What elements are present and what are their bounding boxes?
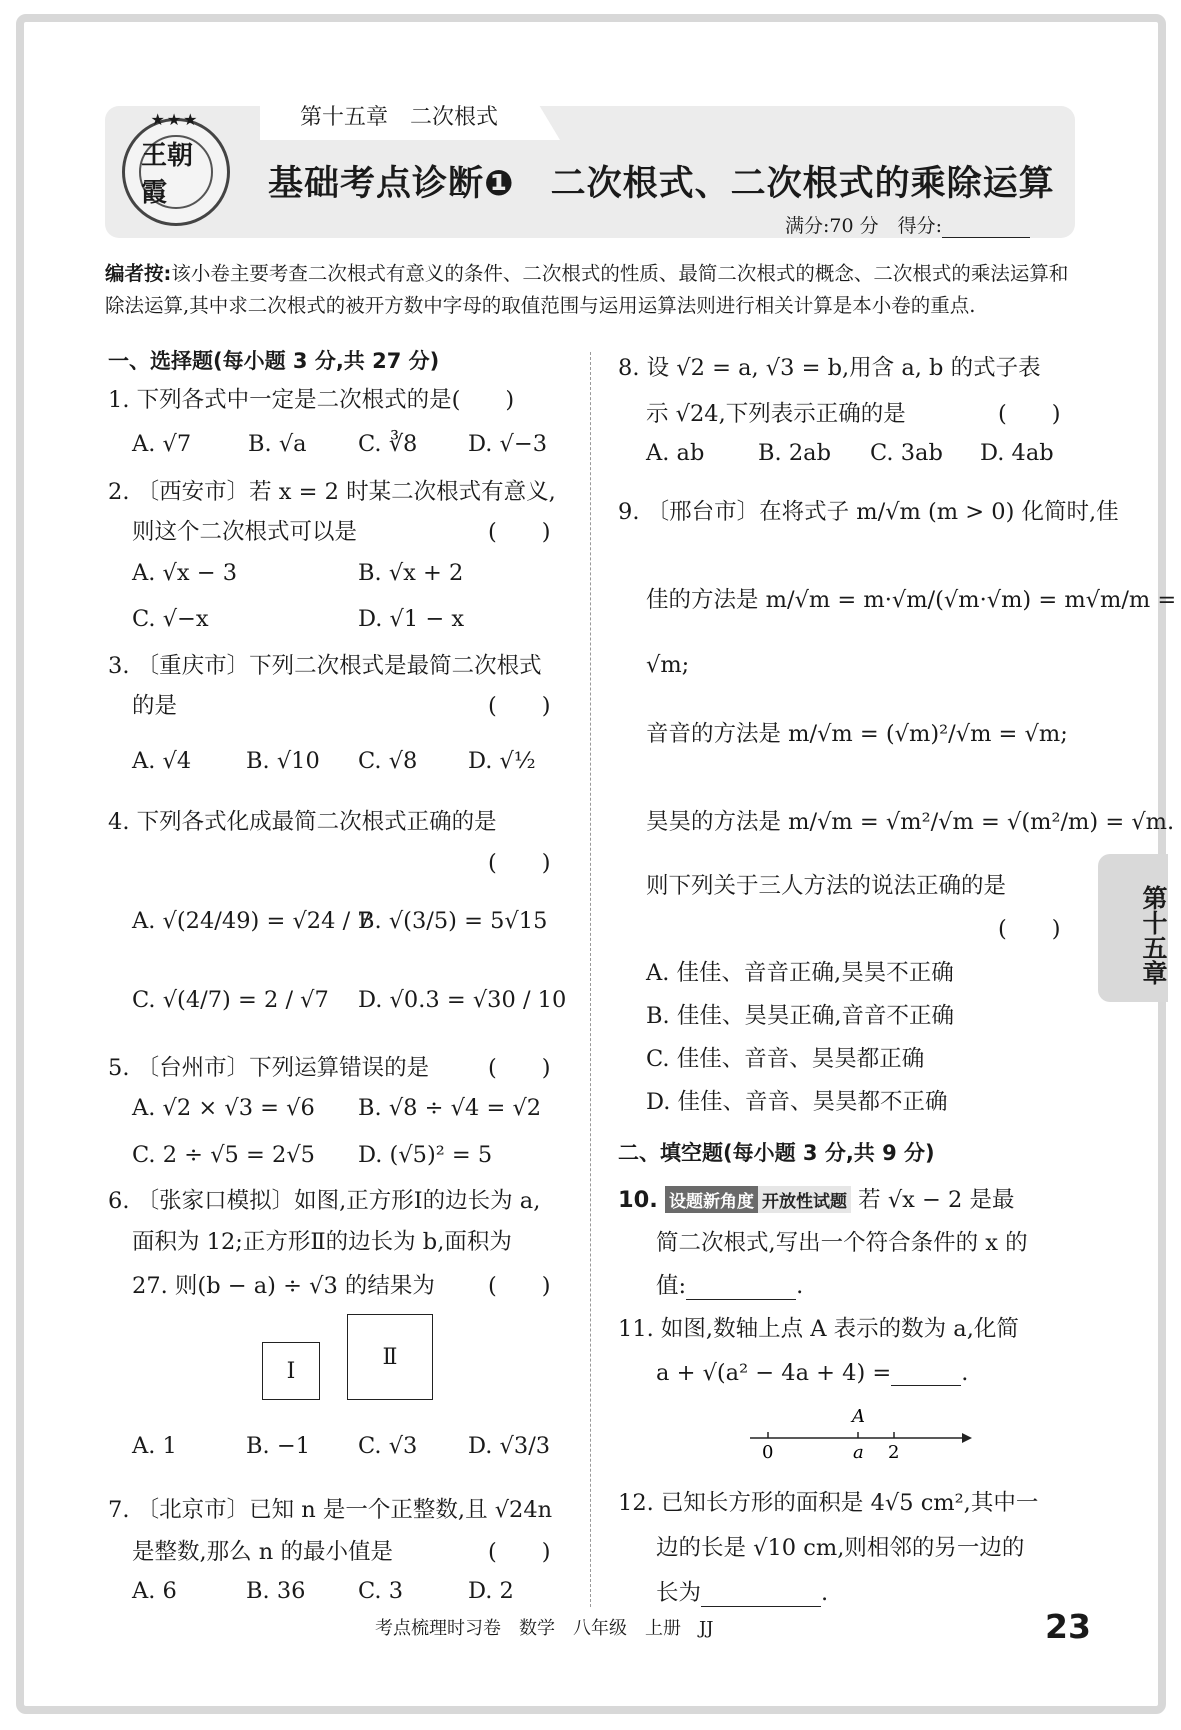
- q4-stem: 4. 下列各式化成最简二次根式正确的是: [108, 809, 497, 835]
- score-blank[interactable]: [942, 220, 1030, 238]
- q6-stem-2: 面积为 12;正方形Ⅱ的边长为 b,面积为: [132, 1229, 512, 1255]
- q10-answer-blank[interactable]: [686, 1280, 796, 1300]
- q7-option-a[interactable]: A. 6: [132, 1578, 177, 1604]
- q9-jia-method: 佳的方法是 m/√m = m·√m/(√m·√m) = m√m/m =: [646, 587, 1177, 613]
- q3-option-c[interactable]: C. √8: [358, 748, 418, 774]
- q7-option-c[interactable]: C. 3: [358, 1578, 404, 1604]
- q4-option-a[interactable]: A. √(24/49) = √24 / 7: [132, 908, 372, 934]
- q7-stem-1: 7. 〔北京市〕已知 n 是一个正整数,且 √24n: [108, 1497, 553, 1523]
- q9-jia-end: √m;: [646, 652, 690, 678]
- q9-option-c[interactable]: C. 佳佳、音音、昊昊都正确: [646, 1046, 925, 1072]
- q6-option-c[interactable]: C. √3: [358, 1433, 418, 1459]
- page-number: 23: [1045, 1607, 1091, 1646]
- q5-option-c[interactable]: C. 2 ÷ √5 = 2√5: [132, 1142, 315, 1168]
- q10-stem-1: 若 √x − 2 是最: [858, 1187, 1015, 1213]
- q12-answer-blank[interactable]: [701, 1587, 821, 1607]
- section-choice-heading: 一、选择题(每小题 3 分,共 27 分): [108, 349, 440, 373]
- q6-stem-1: 6. 〔张家口模拟〕如图,正方形Ⅰ的边长为 a,: [108, 1188, 541, 1214]
- q3-option-b[interactable]: B. √10: [246, 748, 320, 774]
- q7-option-d[interactable]: D. 2: [468, 1578, 514, 1604]
- q9-stem: 9. 〔邢台市〕在将式子 m/√m (m > 0) 化简时,佳: [618, 499, 1119, 525]
- q7-answer-paren[interactable]: ( ): [488, 1539, 551, 1565]
- q10-tag-open: 开放性试题: [758, 1186, 851, 1213]
- q10-line-1: [618, 1182, 1014, 1214]
- q8-option-d[interactable]: D. 4ab: [980, 440, 1054, 466]
- q3-stem-1: 3. 〔重庆市〕下列二次根式是最简二次根式: [108, 653, 542, 679]
- q5-option-b[interactable]: B. √8 ÷ √4 = √2: [358, 1095, 542, 1121]
- q6-option-d[interactable]: D. √3/3: [468, 1433, 551, 1459]
- score-line: [785, 211, 1030, 238]
- q6-answer-paren[interactable]: ( ): [488, 1273, 551, 1299]
- q4-option-c[interactable]: C. √(4/7) = 2 / √7: [132, 987, 329, 1013]
- q3-option-a[interactable]: A. √4: [132, 748, 192, 774]
- chapter-side-tab[interactable]: 第十五章: [1098, 854, 1168, 1002]
- q10-stem-3: 值:: [656, 1273, 687, 1299]
- q5-option-d[interactable]: D. (√5)² = 5: [358, 1142, 493, 1168]
- q11-stem-1: 11. 如图,数轴上点 A 表示的数为 a,化简: [618, 1316, 1019, 1342]
- q10-number: 10.: [618, 1187, 658, 1213]
- q5-answer-paren[interactable]: ( ): [488, 1055, 551, 1081]
- q8-answer-paren[interactable]: ( ): [998, 401, 1061, 427]
- footer-text: 考点梳理时习卷 数学 八年级 上册 JJ: [375, 1618, 714, 1639]
- q12-stem-2: 边的长是 √10 cm,则相邻的另一边的: [656, 1535, 1025, 1561]
- q4-option-d[interactable]: D. √0.3 = √30 / 10: [358, 987, 567, 1013]
- logo-stars-icon: ★★★: [150, 110, 200, 129]
- q10-tag-new-angle: 设题新角度: [665, 1186, 758, 1213]
- q6-option-b[interactable]: B. −1: [246, 1433, 311, 1459]
- q11-line-2: a + √(a² − 4a + 4) = .: [656, 1360, 969, 1386]
- q2-stem-2: 则这个二次根式可以是: [132, 519, 358, 545]
- square-2-figure: [347, 1314, 433, 1400]
- label-a: a: [853, 1442, 864, 1460]
- q2-stem-1: 2. 〔西安市〕若 x = 2 时某二次根式有意义,: [108, 479, 556, 505]
- q9-answer-paren[interactable]: ( ): [998, 916, 1061, 942]
- q2-answer-paren[interactable]: ( ): [488, 519, 551, 545]
- square-1-label: Ⅰ: [286, 1358, 296, 1384]
- q8-stem-2: 示 √24,下列表示正确的是: [646, 401, 906, 427]
- q8-option-b[interactable]: B. 2ab: [758, 440, 831, 466]
- q6-stem-3: 27. 则(b − a) ÷ √3 的结果为: [132, 1273, 435, 1299]
- q2-option-c[interactable]: C. √−x: [132, 606, 209, 632]
- editor-note: [105, 258, 1085, 322]
- square-2-label: Ⅱ: [382, 1344, 398, 1370]
- q1-option-c[interactable]: C. ∛8: [358, 431, 418, 457]
- q9-option-a[interactable]: A. 佳佳、音音正确,昊昊不正确: [646, 960, 954, 986]
- square-1-figure: [262, 1342, 320, 1400]
- q9-hao-method: 昊昊的方法是 m/√m = √m²/√m = √(m²/m) = √m.: [646, 809, 1175, 835]
- q6-option-a[interactable]: A. 1: [132, 1433, 177, 1459]
- q11-stem-2: a + √(a² − 4a + 4) =: [656, 1360, 892, 1386]
- q8-stem-1: 8. 设 √2 = a, √3 = b,用含 a, b 的式子表: [618, 355, 1041, 381]
- q8-option-c[interactable]: C. 3ab: [870, 440, 943, 466]
- q1-stem: 1. 下列各式中一定是二次根式的是( ): [108, 387, 515, 413]
- q3-answer-paren[interactable]: ( ): [488, 693, 551, 719]
- q1-option-a[interactable]: A. √7: [132, 431, 192, 457]
- column-divider: [590, 352, 591, 1607]
- q9-option-d[interactable]: D. 佳佳、音音、昊昊都不正确: [646, 1089, 948, 1115]
- label-2: 2: [888, 1442, 900, 1460]
- publisher-logo: [122, 118, 230, 226]
- label-0: 0: [762, 1442, 774, 1460]
- q1-option-b[interactable]: B. √a: [248, 431, 307, 457]
- q1-option-d[interactable]: D. √−3: [468, 431, 548, 457]
- q10-stem-2: 简二次根式,写出一个符合条件的 x 的: [656, 1230, 1028, 1256]
- q4-answer-paren[interactable]: ( ): [488, 850, 551, 876]
- q9-yin-method: 音音的方法是 m/√m = (√m)²/√m = √m;: [646, 721, 1068, 747]
- note-label: 编者按:: [105, 262, 172, 285]
- q12-stem-3: 长为: [656, 1580, 702, 1606]
- number-line-arrow-icon: [962, 1433, 972, 1443]
- q3-stem-2: 的是: [132, 693, 178, 719]
- q11-answer-blank[interactable]: [891, 1366, 961, 1386]
- q2-option-d[interactable]: D. √1 − x: [358, 606, 465, 632]
- label-point-a: A: [852, 1406, 865, 1427]
- q10-line-3: 值: .: [656, 1273, 804, 1299]
- logo-text: 王朝霞: [139, 135, 213, 209]
- note-text: 该小卷主要考查二次根式有意义的条件、二次根式的性质、最简二次根式的概念、二次根式的乘法运算和除法运算,其中求二次根式的被开方数中字母的取值范围与运用运算法则进行相关计算是本小卷的重点.: [105, 262, 1069, 317]
- section-fill-heading: 二、填空题(每小题 3 分,共 9 分): [618, 1141, 935, 1165]
- q9-ask: 则下列关于三人方法的说法正确的是: [646, 873, 1007, 899]
- q3-option-d[interactable]: D. √½: [468, 748, 536, 774]
- q9-option-b[interactable]: B. 佳佳、昊昊正确,音音不正确: [646, 1003, 954, 1029]
- page-title: 基础考点诊断❶ 二次根式、二次根式的乘除运算: [268, 164, 1055, 204]
- q7-option-b[interactable]: B. 36: [246, 1578, 306, 1604]
- q8-option-a[interactable]: A. ab: [646, 440, 705, 466]
- q4-option-b[interactable]: B. √(3/5) = 5√15: [358, 908, 548, 934]
- q7-stem-2: 是整数,那么 n 的最小值是: [132, 1539, 393, 1565]
- number-line-figure: [740, 1400, 980, 1460]
- q2-option-a[interactable]: A. √x − 3: [132, 560, 238, 586]
- q12-stem-1: 12. 已知长方形的面积是 4√5 cm²,其中一: [618, 1490, 1039, 1516]
- q12-line-3: 长为 .: [656, 1580, 829, 1606]
- q5-stem: 5. 〔台州市〕下列运算错误的是: [108, 1055, 430, 1081]
- q2-option-b[interactable]: B. √x + 2: [358, 560, 464, 586]
- chapter-label: 第十五章 二次根式: [300, 105, 499, 130]
- score-label: 满分:70 分 得分:: [785, 215, 943, 237]
- q5-option-a[interactable]: A. √2 × √3 = √6: [132, 1095, 315, 1121]
